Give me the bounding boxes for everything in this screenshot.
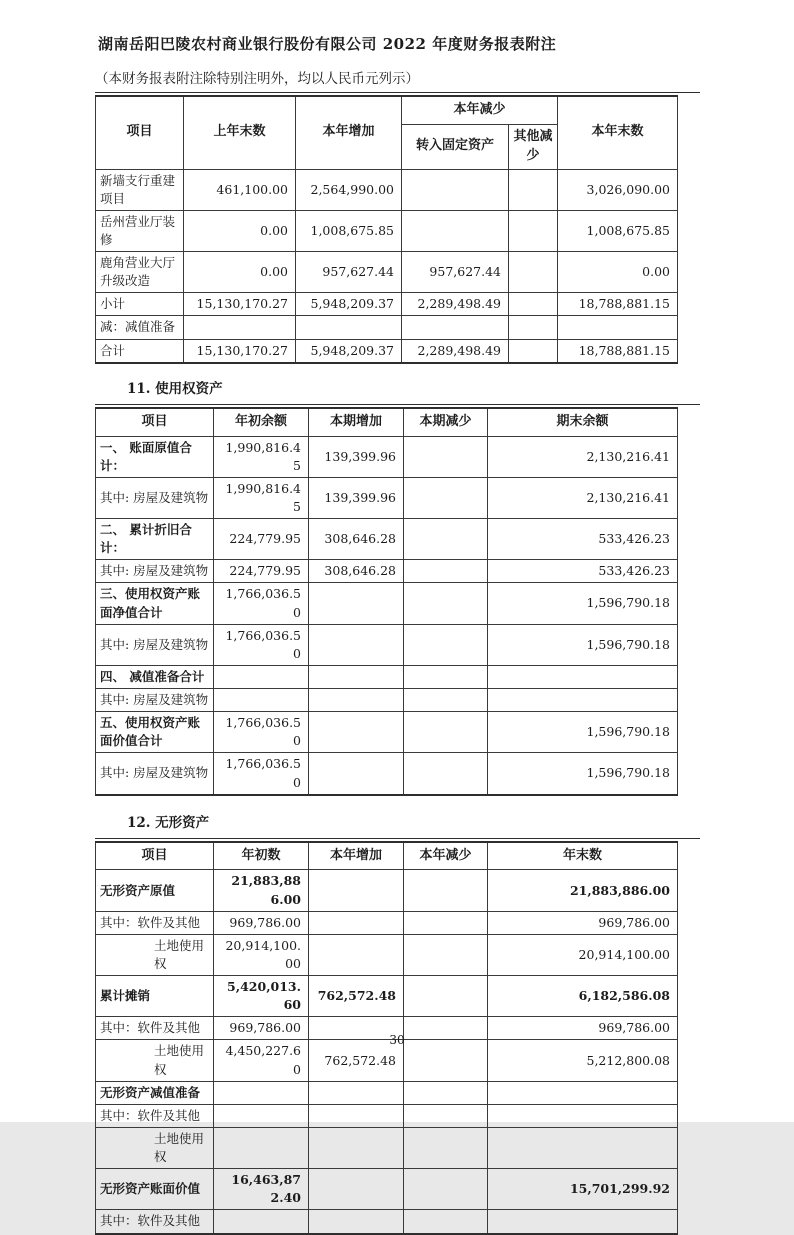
column-header-opening-balance: 年初余额 <box>214 408 309 436</box>
column-header-opening-amount: 年初数 <box>214 842 309 870</box>
cell-value <box>309 689 404 712</box>
cell-value: 21,883,886.00 <box>488 870 678 911</box>
cell-value <box>509 169 558 210</box>
column-header-decrease-group: 本年减少 <box>402 96 558 124</box>
table-row <box>96 1081 678 1104</box>
table-row <box>96 753 678 795</box>
cell-value: 308,646.28 <box>309 519 404 560</box>
cell-value: 224,779.95 <box>214 519 309 560</box>
row-label: 其中：软件及其他 <box>96 1210 214 1234</box>
cell-value <box>214 1081 309 1104</box>
table-row <box>96 689 678 712</box>
table-row <box>96 293 678 316</box>
cell-value: 1,766,036.50 <box>214 753 309 795</box>
cell-value: 2,564,990.00 <box>296 169 402 210</box>
cell-value: 15,130,170.27 <box>184 339 296 363</box>
cell-value <box>309 1169 404 1210</box>
row-label: 土地使用权 <box>96 1040 214 1081</box>
cell-value: 4,450,227.60 <box>214 1040 309 1081</box>
cell-value: 308,646.28 <box>309 560 404 583</box>
cell-value <box>214 1127 309 1168</box>
cell-value <box>509 339 558 363</box>
column-header-year-decrease: 本年减少 <box>404 842 488 870</box>
cell-value: 20,914,100.00 <box>488 934 678 975</box>
cell-value: 18,788,881.15 <box>558 293 678 316</box>
cell-value: 2,130,216.41 <box>488 477 678 518</box>
column-header-year-end: 本年末数 <box>558 96 678 169</box>
row-label: 其中: 房屋及建筑物 <box>96 477 214 518</box>
cell-value: 533,426.23 <box>488 519 678 560</box>
table-row <box>96 1210 678 1234</box>
construction-in-progress-table-wrap <box>95 92 700 364</box>
row-label: 其中：软件及其他 <box>96 911 214 934</box>
cell-value: 3,026,090.00 <box>558 169 678 210</box>
row-label: 合计 <box>96 339 184 363</box>
cell-value <box>509 210 558 251</box>
table-row <box>96 169 678 210</box>
cell-value: 1,596,790.18 <box>488 583 678 624</box>
cell-value <box>214 665 309 688</box>
table-row <box>96 712 678 753</box>
table-header-row <box>96 96 678 124</box>
row-label: 无形资产减值准备 <box>96 1081 214 1104</box>
cell-value <box>404 665 488 688</box>
table-row <box>96 624 678 665</box>
cell-value: 1,596,790.18 <box>488 624 678 665</box>
cell-value: 1,008,675.85 <box>558 210 678 251</box>
row-label: 二、 累计折旧合计： <box>96 519 214 560</box>
table-row <box>96 870 678 911</box>
cell-value: 5,948,209.37 <box>296 339 402 363</box>
cell-value <box>509 316 558 339</box>
cell-value: 533,426.23 <box>488 560 678 583</box>
cell-value <box>309 1210 404 1234</box>
cell-value <box>404 1127 488 1168</box>
table-row <box>96 560 678 583</box>
cell-value <box>404 1104 488 1127</box>
cell-value <box>404 976 488 1017</box>
cell-value <box>402 210 509 251</box>
row-label: 新墙支行重建项目 <box>96 169 184 210</box>
row-label: 其中：软件及其他 <box>96 1104 214 1127</box>
cell-value: 224,779.95 <box>214 560 309 583</box>
cell-value <box>509 293 558 316</box>
cell-value <box>184 316 296 339</box>
cell-value: 1,766,036.50 <box>214 583 309 624</box>
cell-value <box>309 1104 404 1127</box>
cell-value: 969,786.00 <box>214 1017 309 1040</box>
cell-value <box>488 665 678 688</box>
row-label: 岳州营业厅装修 <box>96 210 184 251</box>
column-header-prev-year-end: 上年末数 <box>184 96 296 169</box>
cell-value: 16,463,872.40 <box>214 1169 309 1210</box>
column-header-closing-balance: 期末余额 <box>488 408 678 436</box>
table-row <box>96 339 678 363</box>
table-row <box>96 1104 678 1127</box>
cell-value: 15,701,299.92 <box>488 1169 678 1210</box>
table-row <box>96 1127 678 1168</box>
cell-value: 1,766,036.50 <box>214 712 309 753</box>
document-subtitle: （本财务报表附注除特别注明外，均以人民币元列示） <box>95 71 419 87</box>
cell-value: 15,130,170.27 <box>184 293 296 316</box>
column-header-to-fixed-assets: 转入固定资产 <box>402 124 509 169</box>
table-header-row <box>96 842 678 870</box>
cell-value <box>404 560 488 583</box>
cell-value <box>404 583 488 624</box>
cell-value <box>309 934 404 975</box>
cell-value <box>488 1104 678 1127</box>
column-header-period-increase: 本期增加 <box>309 408 404 436</box>
cell-value <box>309 583 404 624</box>
row-label: 累计摊销 <box>96 976 214 1017</box>
column-header-period-decrease: 本期减少 <box>404 408 488 436</box>
cell-value <box>309 712 404 753</box>
table-row <box>96 1169 678 1210</box>
cell-value <box>309 753 404 795</box>
cell-value <box>404 753 488 795</box>
cell-value: 762,572.48 <box>309 1040 404 1081</box>
table-header-row <box>96 408 678 436</box>
cell-value <box>404 712 488 753</box>
row-label: 其中: 房屋及建筑物 <box>96 624 214 665</box>
construction-in-progress-table <box>95 95 678 364</box>
column-header-year-end-amount: 年末数 <box>488 842 678 870</box>
row-label: 其中: 房屋及建筑物 <box>96 689 214 712</box>
cell-value <box>309 1081 404 1104</box>
cell-value: 1,596,790.18 <box>488 712 678 753</box>
table-row <box>96 665 678 688</box>
cell-value: 2,289,498.49 <box>402 339 509 363</box>
cell-value: 969,786.00 <box>214 911 309 934</box>
cell-value: 1,766,036.50 <box>214 624 309 665</box>
cell-value <box>404 1169 488 1210</box>
cell-value <box>509 252 558 293</box>
page-number: 30 <box>389 1033 405 1047</box>
column-header-other-decrease: 其他减少 <box>509 124 558 169</box>
cell-value <box>404 934 488 975</box>
table-row <box>96 976 678 1017</box>
cell-value <box>488 1127 678 1168</box>
table-row <box>96 911 678 934</box>
cell-value: 1,990,816.45 <box>214 436 309 477</box>
cell-value: 2,130,216.41 <box>488 436 678 477</box>
cell-value <box>296 316 402 339</box>
cell-value <box>488 1210 678 1234</box>
column-header-item: 项目 <box>96 408 214 436</box>
row-label: 其中: 房屋及建筑物 <box>96 560 214 583</box>
row-label: 一、 账面原值合计： <box>96 436 214 477</box>
cell-value <box>402 316 509 339</box>
document-title: 湖南岳阳巴陵农村商业银行股份有限公司 2022 年度财务报表附注 <box>98 35 557 53</box>
cell-value <box>309 911 404 934</box>
cell-value: 1,596,790.18 <box>488 753 678 795</box>
table-row <box>96 252 678 293</box>
table-row <box>96 316 678 339</box>
row-label: 四、 减值准备合计 <box>96 665 214 688</box>
cell-value: 0.00 <box>558 252 678 293</box>
cell-value: 969,786.00 <box>488 911 678 934</box>
cell-value: 6,182,586.08 <box>488 976 678 1017</box>
cell-value: 0.00 <box>184 210 296 251</box>
column-header-increase: 本年增加 <box>296 96 402 169</box>
row-label: 土地使用权 <box>96 1127 214 1168</box>
cell-value: 0.00 <box>184 252 296 293</box>
section-heading-right-of-use-assets: 11. 使用权资产 <box>127 380 223 397</box>
cell-value: 18,788,881.15 <box>558 339 678 363</box>
cell-value: 2,289,498.49 <box>402 293 509 316</box>
row-label: 无形资产原值 <box>96 870 214 911</box>
cell-value <box>402 169 509 210</box>
section-heading-intangible-assets: 12. 无形资产 <box>127 814 210 831</box>
cell-value: 21,883,886.00 <box>214 870 309 911</box>
table-row <box>96 519 678 560</box>
right-of-use-assets-table <box>95 407 678 796</box>
cell-value <box>404 519 488 560</box>
cell-value <box>214 1104 309 1127</box>
row-label: 减：减值准备 <box>96 316 184 339</box>
cell-value <box>404 911 488 934</box>
cell-value: 20,914,100.00 <box>214 934 309 975</box>
cell-value: 957,627.44 <box>402 252 509 293</box>
cell-value: 1,990,816.45 <box>214 477 309 518</box>
row-label: 土地使用权 <box>96 934 214 975</box>
cell-value <box>214 689 309 712</box>
cell-value <box>309 1127 404 1168</box>
cell-value <box>404 689 488 712</box>
cell-value <box>309 624 404 665</box>
cell-value <box>404 624 488 665</box>
cell-value <box>404 436 488 477</box>
row-label: 其中: 房屋及建筑物 <box>96 753 214 795</box>
cell-value: 5,948,209.37 <box>296 293 402 316</box>
cell-value: 5,212,800.08 <box>488 1040 678 1081</box>
cell-value: 1,008,675.85 <box>296 210 402 251</box>
table-row <box>96 583 678 624</box>
row-label: 无形资产账面价值 <box>96 1169 214 1210</box>
column-header-item: 项目 <box>96 842 214 870</box>
cell-value <box>488 1081 678 1104</box>
cell-value: 461,100.00 <box>184 169 296 210</box>
table-row <box>96 210 678 251</box>
table-row <box>96 477 678 518</box>
column-header-item: 项目 <box>96 96 184 169</box>
cell-value <box>404 1210 488 1234</box>
cell-value <box>404 477 488 518</box>
table-row <box>96 436 678 477</box>
cell-value: 5,420,013.60 <box>214 976 309 1017</box>
row-label: 五、使用权资产账面价值合计 <box>96 712 214 753</box>
cell-value <box>404 870 488 911</box>
row-label: 小计 <box>96 293 184 316</box>
row-label: 其中：软件及其他 <box>96 1017 214 1040</box>
cell-value <box>309 870 404 911</box>
cell-value <box>558 316 678 339</box>
cell-value: 969,786.00 <box>488 1017 678 1040</box>
cell-value <box>214 1210 309 1234</box>
row-label: 鹿角营业大厅升级改造 <box>96 252 184 293</box>
table-row <box>96 934 678 975</box>
column-header-year-increase: 本年增加 <box>309 842 404 870</box>
row-label: 三、使用权资产账面净值合计 <box>96 583 214 624</box>
cell-value <box>309 665 404 688</box>
cell-value: 139,399.96 <box>309 436 404 477</box>
cell-value: 762,572.48 <box>309 976 404 1017</box>
cell-value: 139,399.96 <box>309 477 404 518</box>
cell-value <box>404 1081 488 1104</box>
cell-value <box>488 689 678 712</box>
right-of-use-assets-table-wrap <box>95 404 700 796</box>
cell-value: 957,627.44 <box>296 252 402 293</box>
